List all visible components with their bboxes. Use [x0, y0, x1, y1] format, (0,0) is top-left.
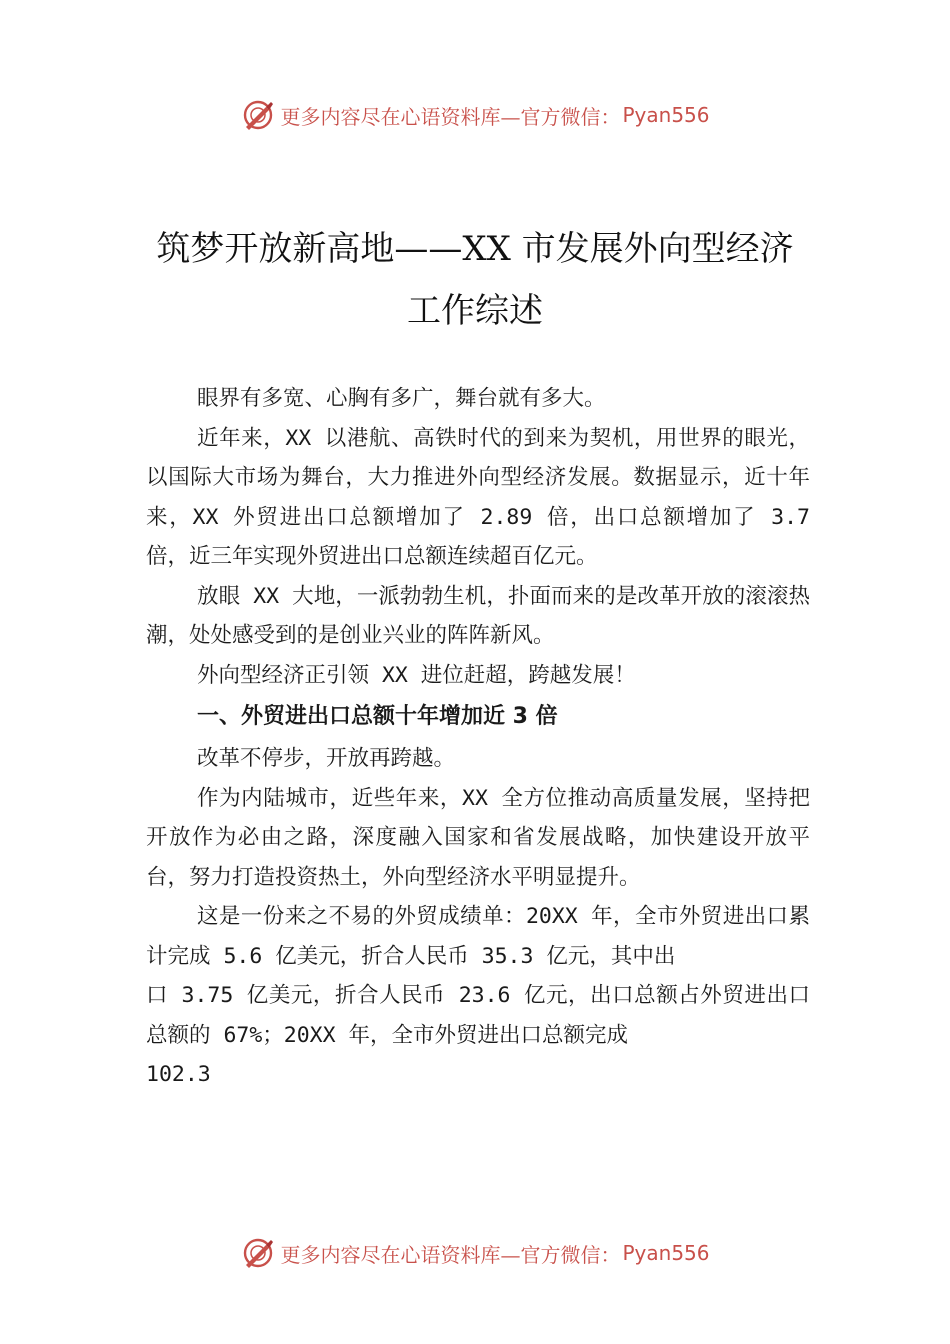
pen-logo-icon: [240, 97, 276, 133]
watermark-wechat-id: Pyan556: [622, 1241, 710, 1265]
title-line-1: 筑梦开放新高地——XX 市发展外向型经济: [156, 229, 794, 269]
watermark-text: 更多内容尽在心语资料库—官方微信：: [280, 1242, 621, 1267]
header-watermark: [0, 95, 950, 135]
section-heading: 一、外贸进出口总额十年增加近 3 倍: [197, 704, 558, 729]
paragraph: 放眼 XX 大地，一派勃勃生机，扑面而来的是改革开放的滚滚热潮，处处感受到的是创业兴业的阵阵新风。: [146, 583, 810, 648]
paragraph: 外向型经济正引领 XX 进位赶超，跨越发展！: [197, 662, 636, 688]
footer-watermark: [0, 1233, 950, 1273]
paragraph: 作为内陆城市，近些年来，XX 全方位推动高质量发展，坚持把开放作为必由之路，深度融入国家和省发展战略，加快建设开放平台，努力打造投资热土，外向型经济水平明显提升。: [146, 785, 810, 890]
document-body: [146, 379, 810, 1095]
paragraph-continuation: 102.3: [146, 1062, 211, 1087]
title-line-2: 工作综述: [407, 291, 543, 331]
watermark-wechat-id: Pyan556: [622, 103, 710, 127]
paragraph: 这是一份来之不易的外贸成绩单：20XX 年，全市外贸进出口累计完成 5.6 亿美元，折合人民币 35.3 亿元，其中出: [146, 904, 810, 969]
watermark-text: 更多内容尽在心语资料库—官方微信：: [280, 104, 621, 129]
paragraph: 近年来，XX 以港航、高铁时代的到来为契机，用世界的眼光，以国际大市场为舞台，大力推进外向型经济发展。数据显示，近十年来，XX 外贸进出口总额增加了 2.89 倍，出口总额增加了 3.7 倍，近三年实现外贸进出口总额连续超百亿元。: [146, 425, 810, 569]
paragraph: 改革不停步，开放再跨越。: [197, 746, 456, 771]
paragraph: 眼界有多宽、心胸有多广，舞台就有多大。: [197, 386, 606, 411]
pen-logo-icon: [240, 1235, 276, 1271]
document-title: [120, 218, 830, 342]
paragraph-continuation: 口 3.75 亿美元，折合人民币 23.6 亿元，出口总额占外贸进出口总额的 67%；20XX 年，全市外贸进出口总额完成: [146, 983, 810, 1048]
